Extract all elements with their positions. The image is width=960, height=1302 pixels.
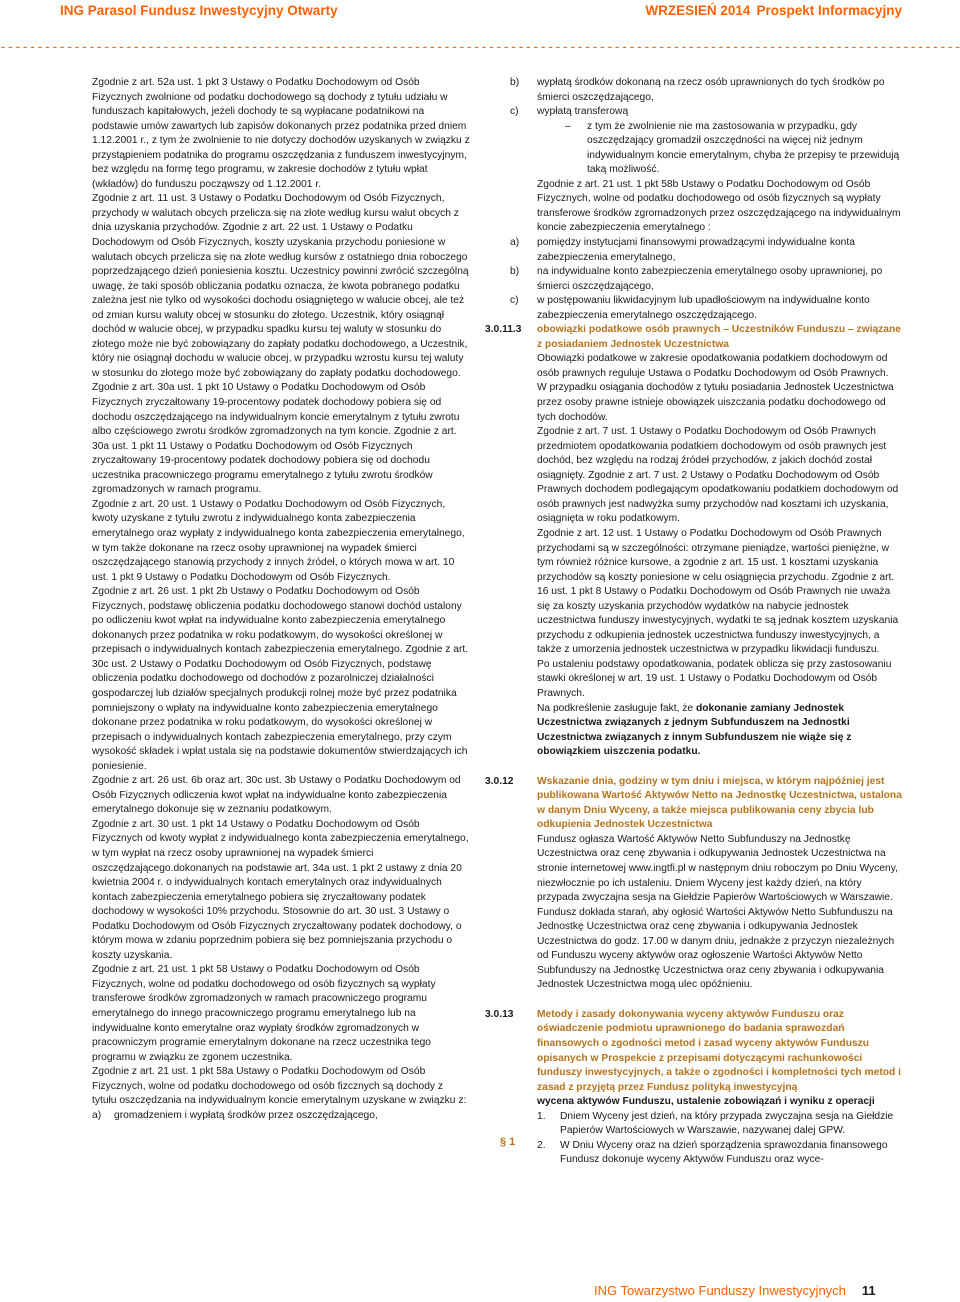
section-paragraph: Zgodnie z art. 7 ust. 1 Ustawy o Podatku Dochodowym od Osób Prawnych przedmiotem opodatkowania podatkiem dochodowym od osób prawnych jest dochód, bez względu na rodzaj źródeł przychodów, z jakich dochód został osiągnięty. Zgodnie z art. 7 ust. 2 Ustawy o Podatku Dochodowym od Osób Prawnych dochodem podlegającym opodatkowaniu podatkiem dochodowym od osób prawnych jest nadwyżka sumy przychodów nad kosztami ich uzyskania, osiągnięta w roku podatkowym. bbox=[537, 426, 899, 525]
section-subtitle: wycena aktywów Funduszu, ustalenie zobowiązań i wyniku z operacji bbox=[537, 1096, 875, 1108]
page-number: 11 bbox=[861, 1283, 876, 1298]
list-item bbox=[485, 1110, 903, 1139]
section-title: Metody i zasady dokonywania wyceny aktywów Funduszu oraz oświadczenie podmiotu uprawnionego do badania sprawozdań finansowych o zgodności metod i zasad wyceny aktywów Funduszu opisanych w Prospekcie z przepisami dotyczącymi rachunkowości funduszy inwestycyjnych, a także o zgodności i kompletności tych metod i zasad z przyjętą przez Fundusz polityką inwestycyjną bbox=[537, 1008, 901, 1093]
section-3-0-13 bbox=[485, 1008, 903, 1110]
fund-name: ING Parasol Fundusz Inwestycyjny Otwarty bbox=[60, 3, 338, 18]
list-item-text: Dniem Wyceny jest dzień, na który przypada zwyczajna sesja na Giełdzie Papierów Wartościowych w Warszawie, nazywanej dalej GPW. bbox=[560, 1110, 894, 1137]
paragraph-art-26: Zgodnie z art. 26 ust. 1 pkt 2b Ustawy o Podatku Dochodowym od Osób Fizycznych, podstawę obliczenia podatku dochodowego stanowi dochód ustalony po odliczeniu kwot wpłat na indywidualne konto zabezpieczenia emerytalnego dokonanych przez podatnika w roku podatkowym, do wysokości określonej w przepisach o indywidualnych kontach zabezpieczenia emerytalnego. Zgodnie z art. 30c ust. 2 Ustawy o Podatku Dochodowym od Osób Fizycznych, podstawę obliczenia podatku dochodowego od dochodów z pozarolniczej działalności gospodarczej lub działów specjalnych produkcji rolnej może być przez podatnika pomniejszony o wpłaty na indywidualne konto zabezpieczenia emerytalnego dokonane przez podatnika w roku podatkowym, do wysokości określonej w przepisach o indywidualnych kontach zabezpieczenia emerytalnego, przy czym wysokość składek i wpłat ustala się na podstawie dokumentów stwierdzających ich poniesienie. bbox=[92, 586, 469, 772]
paragraph-art-30a: Zgodnie z art. 30a ust. 1 pkt 10 Ustawy o Podatku Dochodowym od Osób Fizycznych zryczałtowany 19-procentowy podatek dochodowy pobiera się od dochodu oszczędzającego na indywidualnym koncie emerytalnym z tytułu zwrotu albo częściowego zwrotu środków zgromadzonych na tym koncie. Zgodnie z art. 30a ust. 1 pkt 11 Ustawy o Podatku Dochodowym od Osób Fizycznych zryczałtowany 19-procentowy podatek dochodowy pobiera się od dochodu uczestnika pracowniczego programu emerytalnego z tytułu zwrotu środków zgromadzonych w ramach programu. bbox=[92, 382, 460, 496]
dotted-divider bbox=[0, 40, 960, 48]
section-number: 3.0.12 bbox=[485, 775, 514, 787]
list-item-label: b) bbox=[510, 77, 520, 88]
emphasis-lead: Na podkreślenie zasługuje fakt, że bbox=[537, 702, 694, 714]
list-item-text: w postępowaniu likwidacyjnym lub upadłościowym na indywidualne konto zabezpieczenia emerytalnego oszczędzającego. bbox=[537, 295, 870, 321]
page-header bbox=[0, 0, 960, 30]
list-item-text: W Dniu Wyceny oraz na dzień sporządzenia sprawozdania finansowego Fundusz dokonuje wyceny Aktywów Funduszu oraz wyce- bbox=[560, 1139, 888, 1166]
list-item bbox=[485, 120, 903, 178]
emphasis-bold: dokonanie zamiany Jednostek Uczestnictwa związanych z jednym Subfunduszem na Jednostki Uczestnictwa związanych z innym Subfunduszem nie wiąże się z obowiązkiem uiszczenia podatku. bbox=[537, 702, 852, 758]
list-item-text: pomiędzy instytucjami finansowymi prowadzącymi indywidualne konta zabezpieczenia emerytalnego, bbox=[537, 237, 855, 263]
list-item-label: c) bbox=[510, 295, 519, 307]
paragraph-mark: § 1 bbox=[500, 1136, 516, 1148]
list-item bbox=[485, 236, 903, 265]
left-column bbox=[92, 76, 470, 1123]
list-item-text: wypłatą transferową bbox=[537, 106, 629, 118]
section-number: 3.0.11.3 bbox=[485, 324, 522, 336]
dotted-divider-graphic bbox=[0, 45, 960, 48]
header-month: WRZESIEŃ 2014 bbox=[645, 3, 751, 18]
list-item-label: a) bbox=[510, 237, 520, 249]
section-3-0-11-3 bbox=[485, 323, 903, 759]
right-column bbox=[485, 76, 903, 1168]
paragraph-art-26-6b: Zgodnie z art. 26 ust. 6b oraz art. 30c ust. 3b Ustawy o Podatku Dochodowym od Osób Fizycznych odliczenia kwot wpłat na indywidualne konto zabezpieczenia emerytalnego dokonuje się w zeznaniu podatkowym. bbox=[92, 775, 461, 816]
paragraph-art-20: Zgodnie z art. 20 ust. 1 Ustawy o Podatku Dochodowym od Osób Fizycznych, kwoty uzyskane z tytułu zwrotu z indywidualnego konta zabezpieczenia emerytalnego oraz wypłaty z indywidualnego konta zabezpieczenia emerytalnego, w tym także dokonane na rzecz osoby uprawnionej na wypadek śmierci oszczędzającego stanowią przychody z innych źródeł, o których mowa w art. 10 ust. 1 pkt 9 Ustawy o Podatku Dochodowym od Osób Fizycznych. bbox=[92, 498, 465, 583]
paragraph-art-11: Zgodnie z art. 11 ust. 3 Ustawy o Podatku Dochodowym od Osób Fizycznych, przychody w walutach obcych przelicza się na złote według kursu walut obcych z dnia uzyskania przychodów. Zgodnie z art. 22 ust. 1 Ustawy o Podatku Dochodowym od Osób Fizycznych, koszty uzyskania przychodu poniesione w walutach obcych przelicza się na złote według kursów z ostatniego dnia roboczego poprzedzającego dzień poniesienia kosztu. Uczestnicy powinni zwrócić szczególną uwagę, że taki sposób obliczania podatku oznacza, że kwota pobranego podatku zależna jest nie tylko od wysokości dochodu osiągniętego w walucie obcej, ale też od zmian kursu waluty obcej w stosunku do złotego. Uczestnik, który osiągnął dochód w walucie obcej, w przypadku spadku kursu tej waluty w stosunku do złotego może nie być zobowiązany do zapłaty podatku dochodowego, a Uczestnik, który nie osiągnął dochodu w walucie obcej, w przypadku wzrostu kursu tej waluty w stosunku do złotego może być zobowiązany do zapłaty podatku dochodowego. bbox=[92, 193, 469, 379]
paragraph-52a: Zgodnie z art. 52a ust. 1 pkt 3 Ustawy o Podatku Dochodowym od Osób Fizycznych zwolnione od podatku dochodowego są dochody z tytułu udziału w funduszach kapitałowych, jeżeli dochody te są wypłacane podatnikowi na podstawie umów zawartych lub zapisów dokonanych przez podatnika przed dniem 1.12.2001 r., z tym że zwolnienie to nie dotyczy dochodów uzyskanych w związku z przystąpieniem podatnika do programu oszczędzania z funduszem inwestycyjnym, bez względu na formę tego programu, w zakresie dochodów z tytułu wpłat (wkładów) do funduszu począwszy od 1.12.2001 r. bbox=[92, 77, 470, 190]
list-item-text: na indywidualne konto zabezpieczenia emerytalnego osoby uprawnionej, po śmierci oszczędzającego, bbox=[537, 266, 883, 292]
list-item-dash: – bbox=[565, 120, 571, 132]
list-item-text: gromadzeniem i wypłatą środków przez oszczędzającego, bbox=[114, 1109, 378, 1121]
list-item bbox=[92, 1109, 470, 1124]
list-item-label: b) bbox=[510, 266, 520, 278]
list-item-number: 2. bbox=[537, 1139, 546, 1151]
list-item bbox=[485, 265, 903, 294]
list-item-text: z tym że zwolnienie nie ma zastosowania w przypadku, gdy oszczędzający gromadził oszczędności na więcej niż jednym indywidualnym koncie emerytalnym, chyba że przepisy te przewidują taką możliwość. bbox=[587, 120, 900, 176]
list-item-number: 1. bbox=[537, 1110, 546, 1122]
paragraph-text: Zgodnie z art. 21 ust. 1 pkt 58b Ustawy o Podatku Dochodowym od Osób Fizycznych, wolne od podatku dochodowego od osób fizycznych są wypłaty transferowe środków zgromadzonych przez oszczędzającego na indywidualnym koncie zabezpieczenia emerytalnego : bbox=[537, 178, 901, 234]
paragraph-art-21-58b bbox=[485, 178, 903, 236]
footer-company: ING Towarzystwo Funduszy Inwestycyjnych bbox=[594, 1283, 846, 1298]
page-footer bbox=[594, 1283, 876, 1298]
paragraph-art-30: Zgodnie z art. 30 ust. 1 pkt 14 Ustawy o Podatku Dochodowym od Osób Fizycznych od kwoty wypłat z indywidualnego konta zabezpieczenia emerytalnego, w tym wypłat na rzecz osoby uprawnionej na wypadek śmierci oszczędzającego.dokonanych na podstawie art. 34a ust. 1 pkt 2 ustawy z dnia 20 kwietnia 2004 r. o indywidualnych kontach emerytalnych oraz indywidualnych kontach zabezpieczenia emerytalnego pobiera się zryczałtowany podatek dochodowy w wysokości 10% przychodu. Stosownie do art. 30 ust. 3 Ustawy o Podatku Dochodowym od Osób Fizycznych zryczałtowany podatek dochodowy, o którym mowa w zdaniu poprzednim pobiera się bez pomniejszania przychodu o koszty uzyskania. bbox=[92, 818, 469, 961]
section-paragraph: W przypadku osiągania dochodów z tytułu posiadania Jednostek Uczestnictwa przez osoby prawne istnieje obowiązek uiszczania podatku dochodowego od tych dochodów. bbox=[537, 382, 894, 423]
section-number: 3.0.13 bbox=[485, 1008, 514, 1020]
list-item bbox=[485, 76, 903, 105]
list-item-text: wypłatą środków dokonaną na rzecz osób uprawnionych do tych środków po śmierci oszczędzającego, bbox=[537, 77, 885, 103]
list-item-label: a) bbox=[92, 1109, 102, 1121]
section-paragraph: Fundusz ogłasza Wartość Aktywów Netto Subfunduszy na Jednostkę Uczestnictwa oraz cenę zbywania i odkupywania Jednostek Uczestnictwa na stronie internetowej www.ingtfi.pl w następnym dniu roboczym po Dniu Wyceny, niezwłocznie po ich ustaleniu. Dniem Wyceny jest każdy dzień, na który przypada zwyczajna sesja na Giełdzie Papierów Wartościowych w Warszawie. Fundusz dokłada starań, aby ogłosić Wartości Aktywów Netto Subfunduszu na Jednostkę Uczestnictwa oraz cenę zbywania i odkupywania Jednostek Uczestnictwa do godz. 17.00 w danym dniu, jednakże z przyczyn niezależnych od Funduszu wyceny aktywów oraz ogłoszenie Wartości Aktywów Netto Subfunduszy na Jednostkę Uczestnictwa oraz ceny zbywania i odkupywania Jednostek Uczestnictwa mogą ulec opóźnieniu. bbox=[537, 833, 898, 991]
section-paragraph: Zgodnie z art. 12 ust. 1 Ustawy o Podatku Dochodowym od Osób Prawnych przychodami są w szczególności: otrzymane pieniądze, wartości pieniężne, w tym również różnice kursowe, a zgodnie z art. 15 ust. 1 kosztami uzyskania przychodów są koszty poniesione w celu osiągnięcia przychodu. Zgodnie z art. 16 ust. 1 pkt 8 Ustawy o Podatku Dochodowym od Osób Prawnych nie uważa się za koszty uzyskania przychodów wydatków na nabycie jednostek uczestnictwa funduszy inwestycyjnych, wydatki te są jednak kosztem uzyskania przychodu z odkupienia jednostek uczestnictwa funduszy inwestycyjnych, a także z umorzenia jednostek uczestnictwa w przypadku likwidacji funduszu. bbox=[537, 527, 899, 656]
header-doc-title: Prospekt Informacyjny bbox=[756, 3, 902, 18]
paragraph-art-21-58a: Zgodnie z art. 21 ust. 1 pkt 58a Ustawy o Podatku Dochodowym od Osób Fizycznych, wolne od podatku dochodowego od osób fizcznych są dochody z tytułu oszczędzania na indywidualnym koncie emerytalnym uzyskane w związku z: bbox=[92, 1066, 467, 1107]
list-item-label: c) bbox=[510, 106, 519, 118]
section-3-0-12 bbox=[485, 775, 903, 993]
section-paragraph: Obowiązki podatkowe w zakresie opodatkowania podatkiem dochodowym od osób prawnych reguluje Ustawa o Podatku Dochodowym od Osób Prawnych. bbox=[537, 353, 889, 379]
section-emphasis bbox=[537, 702, 903, 760]
section-paragraph: Po ustaleniu podstawy opodatkowania, podatek oblicza się przy zastosowaniu stawki określonej w art. 19 ust. 1 Ustawy o Podatku Dochodowym od Osób Prawnych. bbox=[537, 658, 892, 699]
list-item bbox=[485, 1139, 903, 1168]
header-doc-info bbox=[645, 3, 902, 18]
section-title: Wskazanie dnia, godziny w tym dniu i miejsca, w którym najpóźniej jest publikowana Wartość Aktywów Netto na Jednostkę Uczestnictwa, ustalona w danym Dniu Wyceny, a także miejsca publikowania ceny zbycia lub odkupienia Jednostek Uczestnictwa bbox=[537, 775, 902, 831]
list-item bbox=[485, 105, 903, 120]
section-title: obowiązki podatkowe osób prawnych – Uczestników Funduszu – związane z posiadaniem Jednostek Uczestnictwa bbox=[537, 324, 901, 350]
list-item bbox=[485, 294, 903, 323]
paragraph-art-21-58: Zgodnie z art. 21 ust. 1 pkt 58 Ustawy o Podatku Dochodowym od Osób Fizycznych, wolne od podatku dochodowego od osób fizycznych są wypłaty transferowe środków zgromadzonych w ramach pracowniczego programu emerytalnego do innego pracowniczego programu emerytalnego lub na indywidualne konto emerytalne oraz wypłaty środków zgromadzonych w pracowniczym programie emerytalnym dokonane na rzecz uczestnika tego programu w związku ze zgonem uczestnika. bbox=[92, 964, 436, 1063]
